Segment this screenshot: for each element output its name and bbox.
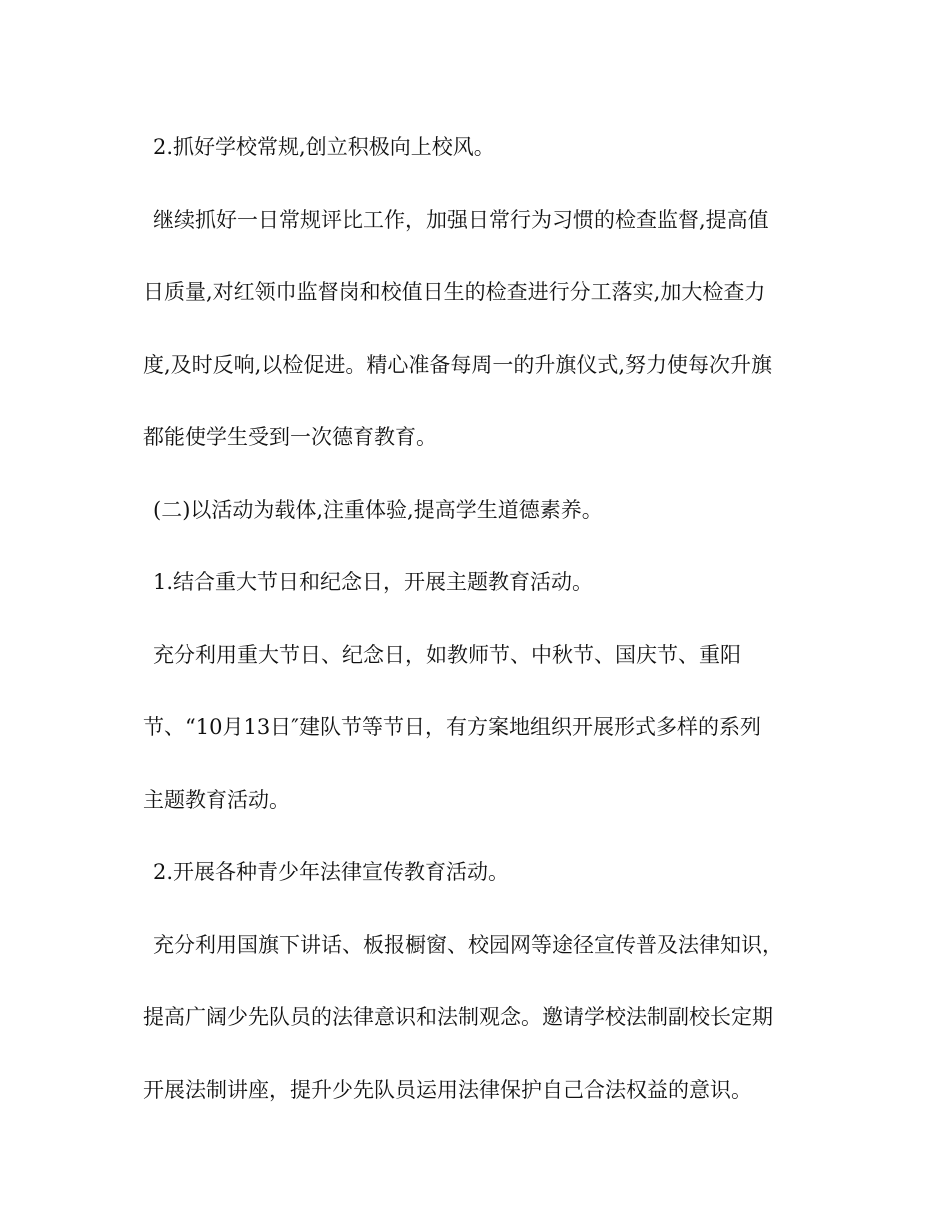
paragraph-line: 充分利用重大节日、纪念日，如教师节、中秋节、国庆节、重阳 xyxy=(153,642,741,667)
heading-line: 2.开展各种青少年法律宣传教育活动。 xyxy=(153,860,510,884)
paragraph-line: 度,及时反响,以检促进。精心准备每周一的升旗仪式,努力使每次升旗 xyxy=(143,352,773,377)
paragraph-line: 继续抓好一日常规评比工作，加强日常行为习惯的检查监督,提高值 xyxy=(153,207,769,232)
paragraph-line: 节、“10月13日″建队节等节日，有方案地组织开展形式多样的系列 xyxy=(143,715,762,739)
paragraph-line: 提高广阔少先队员的法律意识和法制观念。邀请学校法制副校长定期 xyxy=(143,1005,773,1029)
paragraph-line: 日质量,对红领巾监督岗和校值日生的检查进行分工落实,加大检查力 xyxy=(143,280,766,304)
document-body xyxy=(143,123,808,1138)
heading-line: 1.结合重大节日和纪念日，开展主题教育活动。 xyxy=(153,570,594,594)
paragraph-line: 开展法制讲座，提升少先队员运用法律保护自己合法权益的意识。 xyxy=(143,1077,752,1102)
paragraph-line: 充分利用国旗下讲话、板报橱窗、校园网等途径宣传普及法律知识， xyxy=(153,932,783,957)
section-heading-line: (二)以活动为载体,注重体验,提高学生道德素养。 xyxy=(153,497,603,522)
paragraph-line: 主题教育活动。 xyxy=(143,787,290,812)
heading-line: 2.抓好学校常规,创立积极向上校风。 xyxy=(153,135,495,159)
paragraph-line: 都能使学生受到一次德育教育。 xyxy=(143,425,437,449)
